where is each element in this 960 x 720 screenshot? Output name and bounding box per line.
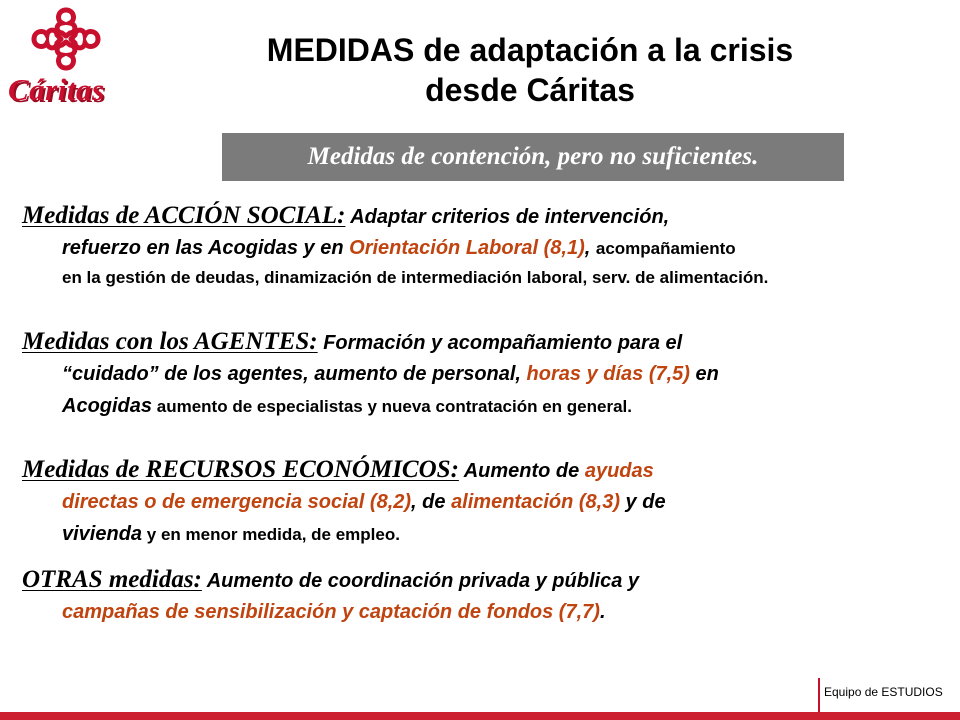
section-text: vivienda <box>62 523 143 545</box>
section-text: Formación y acompañamiento para el <box>317 332 683 354</box>
section-heading: Medidas de ACCIÓN SOCIAL: <box>22 202 346 229</box>
banner-text: Medidas de contención, pero no suficientes. <box>307 143 759 170</box>
section-small-text: aumento de especialistas y nueva contratación en general. <box>152 397 632 416</box>
section-text: refuerzo en las Acogidas y en <box>62 237 350 259</box>
footer-bracket <box>818 678 820 712</box>
title-line-2: desde Cáritas <box>425 72 635 108</box>
section-heading: OTRAS medidas: <box>22 566 202 593</box>
subtitle-banner <box>222 133 844 181</box>
section-recursos-economicos <box>22 454 952 550</box>
section-heading: Medidas con los AGENTES: <box>22 328 318 355</box>
section-text: Acogidas <box>62 395 153 417</box>
section-small-text: y en menor medida, de empleo. <box>142 525 400 544</box>
highlight-text: campañas de sensibilización y captación de fondos (7,7) <box>62 601 600 623</box>
highlight-text: ayudas <box>584 460 654 482</box>
section-text: Aumento de coordinación privada y pública y <box>201 570 639 592</box>
caritas-wordmark: Cáritas <box>8 72 105 107</box>
title-line-1: MEDIDAS de adaptación a la crisis <box>266 32 794 68</box>
section-text: . <box>599 601 606 623</box>
highlight-text: directas o de emergencia social (8,2) <box>62 491 412 513</box>
highlight-text: alimentación (8,3) <box>451 491 620 513</box>
page-title <box>150 30 910 110</box>
section-text: y de <box>620 491 666 513</box>
section-otras-medidas <box>22 564 952 628</box>
section-accion-social <box>22 200 952 292</box>
section-small-text: acompañamiento <box>595 239 736 258</box>
section-heading: Medidas de RECURSOS ECONÓMICOS: <box>22 456 459 483</box>
section-text: en <box>689 363 719 385</box>
section-text: , de <box>411 491 452 513</box>
caritas-cross-icon <box>28 6 104 72</box>
section-text: “cuidado” de los agentes, aumento de personal, <box>62 363 527 385</box>
caritas-logo <box>0 0 148 120</box>
section-agentes <box>22 326 952 422</box>
section-text: , <box>584 237 596 259</box>
section-small-text: en la gestión de deudas, dinamización de intermediación laboral, serv. de alimentación. <box>62 268 769 287</box>
section-text: Aumento de <box>458 460 585 482</box>
bottom-decorative-bar <box>0 712 960 720</box>
section-text: Adaptar criterios de intervención, <box>345 206 670 228</box>
highlight-text: horas y días (7,5) <box>526 363 690 385</box>
highlight-text: Orientación Laboral (8,1) <box>349 237 585 259</box>
footer-label: Equipo de ESTUDIOS <box>824 685 943 699</box>
